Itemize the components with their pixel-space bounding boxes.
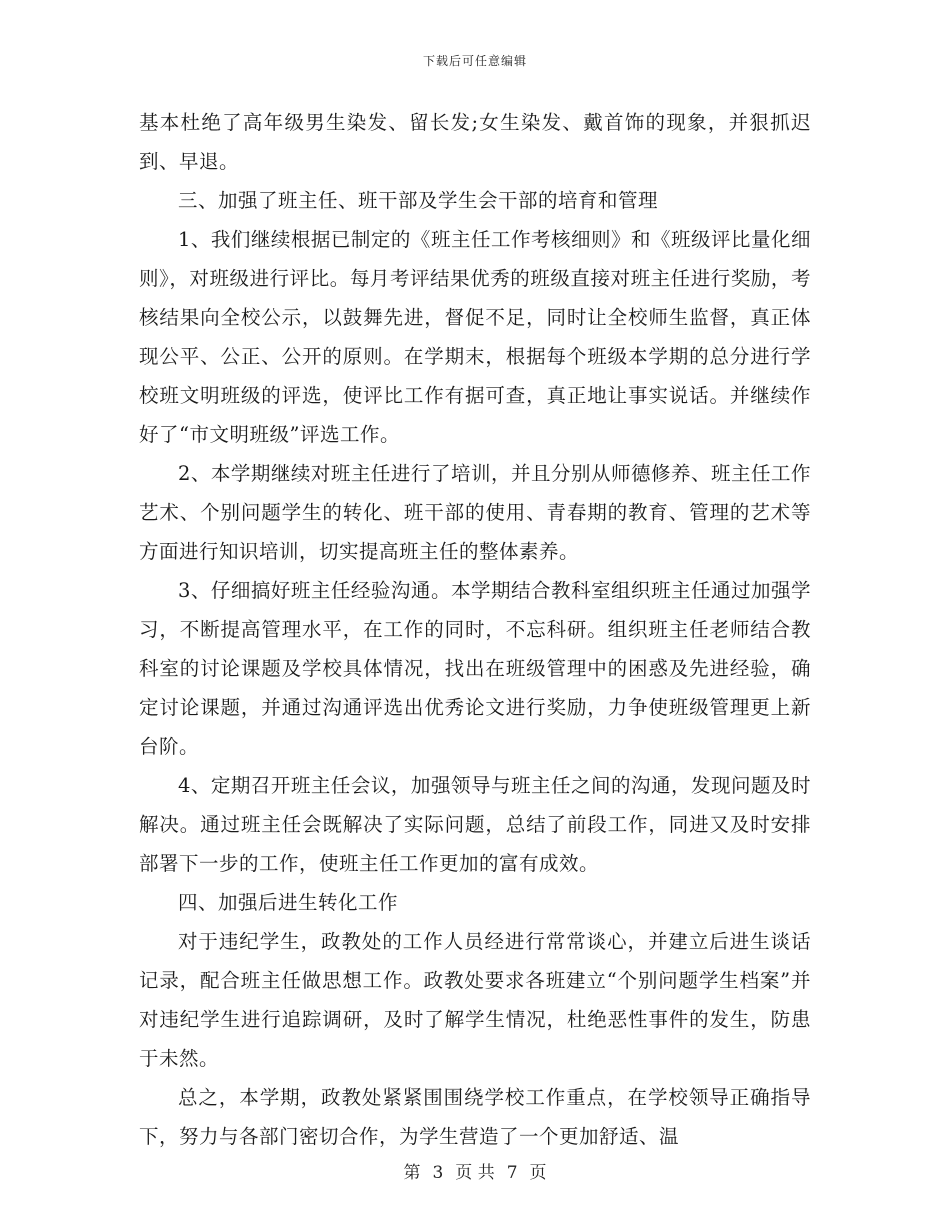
paragraph: 对于违纪学生，政教处的工作人员经进行常常谈心，并建立后进生谈话记录，配合班主任做思想工作。政教处要求各班建立“个别问题学生档案”并对违纪学生进行追踪调研，及时了解学生情况，杜绝恶性事件的发生，防患于未然。 [139,930,811,1070]
section-heading: 四、加强后进生转化工作 [178,891,399,914]
paragraph: 基本杜绝了高年级男生染发、留长发;女生染发、戴首饰的现象，并狠抓迟到、早退。 [139,111,811,173]
paragraph: 总之，本学期，政教处紧紧围围绕学校工作重点，在学校领导正确指导下，努力与各部门密切合作，为学生营造了一个更加舒适、温 [139,1086,811,1148]
section-heading: 三、加强了班主任、班干部及学生会干部的培育和管理 [178,189,659,212]
footer-prefix: 第 [403,1163,421,1183]
paragraph: 2、本学期继续对班主任进行了培训，并且分别从师德修养、班主任工作艺术、个别问题学生的转化、班干部的使用、青春期的教育、管理的艺术等方面进行知识培训，切实提高班主任的整体素养。 [139,462,811,563]
page-header: 下载后可任意编辑 [422,54,527,68]
footer-suffix: 页 [529,1163,547,1183]
document-body [139,103,811,1156]
footer-middle: 页 共 [455,1163,495,1183]
paragraph: 4、定期召开班主任会议，加强领导与班主任之间的沟通，发现问题及时解决。通过班主任会既解决了实际问题，总结了前段工作，同进又及时安排部署下一步的工作，使班主任工作更加的富有成效。 [139,774,811,875]
current-page-number: 3 [432,1163,444,1183]
page-footer [0,1158,950,1183]
paragraph: 3、仔细搞好班主任经验沟通。本学期结合教科室组织班主任通过加强学习，不断提高管理水平，在工作的同时，不忘科研。组织班主任老师结合教科室的讨论课题及学校具体情况，找出在班级管理中的困惑及先进经验，确定讨论课题，并通过沟通评选出优秀论文进行奖励，力争使班级管理更上新台阶。 [139,579,811,758]
total-page-count: 7 [506,1163,518,1183]
paragraph: 1、我们继续根据已制定的《班主任工作考核细则》和《班级评比量化细则》，对班级进行评比。每月考评结果优秀的班级直接对班主任进行奖励，考核结果向全校公示，以鼓舞先进，督促不足，同时让全校师生监督，真正体现公平、公正、公开的原则。在学期末，根据每个班级本学期的总分进行学校班文明班级的评选，使评比工作有据可查，真正地让事实说话。并继续作好了“市文明班级”评选工作。 [139,228,811,446]
